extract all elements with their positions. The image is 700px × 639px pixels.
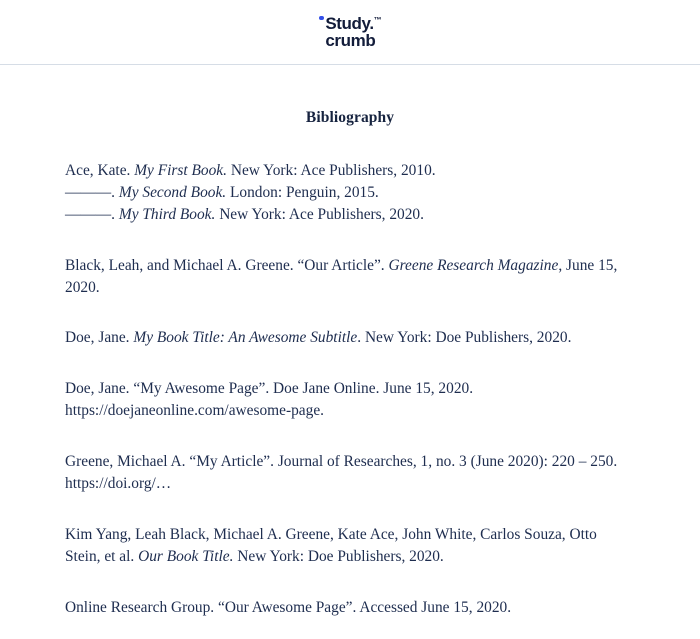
trademark-icon: ™ [373,15,382,25]
bibliography-entry [65,255,635,299]
document-body [0,109,700,618]
bibliography-entry [65,451,635,495]
bibliography-entry-line [65,597,635,619]
citation-title-italic: My Second Book. [118,183,227,201]
bibliography-entry [65,327,635,349]
citation-text: , June 15, 2020. [65,256,618,296]
citation-text: New York: Ace Publishers, 2010. [226,162,436,179]
citation-text: . New York: Doe Publishers, 2020. [357,329,572,347]
citation-text: New York: Ace Publishers, 2020. [215,205,424,223]
bibliography-entry [65,524,635,568]
page-title: Bibliography [305,109,395,126]
citation-text: ———. [65,183,119,201]
blue-dot-icon [319,16,324,21]
citation-text: New York: Doe Publishers, 2020. [233,547,444,565]
citation-title-italic: Greene Research Magazine [388,256,559,274]
bibliography-entry-line [65,524,635,568]
citation-text: Online Research Group. “Our Awesome Page”. Accessed June 15, 2020. [65,598,512,616]
site-header [0,0,700,65]
studycrumb-logo[interactable] [318,15,381,50]
bibliography-entry-line [65,204,635,226]
citation-text: Kim Yang, Leah Black, Michael A. Greene, Kate Ace, John White, Carlos Souza, Otto Stein, et al. [65,525,597,565]
citation-title-italic: My Third Book. [118,205,216,223]
bibliography-entry-line [65,451,635,495]
citation-text: Doe, Jane. [65,329,134,347]
bibliography-entry-line [65,378,635,422]
bibliography-list [65,160,635,618]
citation-text: Doe, Jane. “My Awesome Page”. Doe Jane Online. June 15, 2020. https://doejaneonline.com/awesome-page. [65,380,474,420]
logo-line-1 [325,15,381,32]
citation-title-italic: My Book Title: An Awesome Subtitle [133,329,358,347]
citation-text: London: Penguin, 2015. [226,183,379,201]
bibliography-entry-line [65,160,635,182]
bibliography-entry-line [65,327,635,349]
citation-text: Ace, Kate. [65,162,135,179]
citation-title-italic: My First Book. [134,162,227,179]
bibliography-entry-line [65,255,635,299]
bibliography-entry [65,378,635,422]
logo-word-study: Study [325,13,370,33]
citation-text: Black, Leah, and Michael A. Greene. “Our Article”. [65,256,389,274]
citation-text: ———. [65,205,119,223]
logo-word-crumb: crumb [325,31,376,50]
bibliography-entry [65,160,635,226]
citation-title-italic: Our Book Title. [138,547,234,565]
citation-text: Greene, Michael A. “My Article”. Journal of Researches, 1, no. 3 (June 2020): 220 – 250. https://doi.org/… [65,453,618,492]
bibliography-entry-line [65,182,635,204]
bibliography-entry [65,597,635,619]
logo-period: . [369,13,374,33]
